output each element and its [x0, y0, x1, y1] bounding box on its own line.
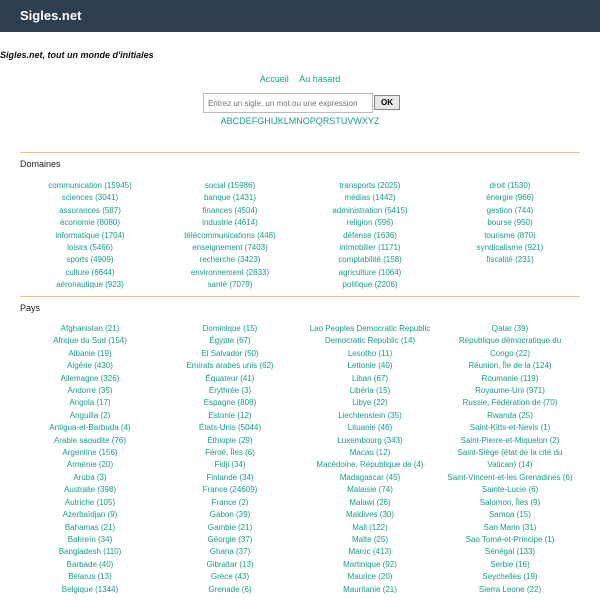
country-link[interactable]: Luxembourg (343) — [337, 435, 403, 445]
domain-link[interactable]: banque (1431) — [203, 193, 257, 203]
country-link[interactable]: Libye (22) — [352, 398, 388, 408]
country-link[interactable]: Samoa (15) — [489, 510, 531, 520]
grid-column — [300, 323, 440, 596]
countries-grid — [20, 323, 580, 596]
country-link[interactable]: Antigua-et-Barbuda (4) — [49, 423, 131, 433]
domain-link[interactable]: religion (596) — [346, 218, 394, 228]
country-link[interactable]: Mauritanie (21) — [343, 584, 397, 594]
letter-link[interactable]: A — [220, 116, 227, 126]
domain-link[interactable]: syndicalisme (921) — [476, 243, 544, 253]
country-link[interactable]: Maurice (20) — [347, 572, 393, 582]
letter-link[interactable]: Z — [373, 116, 380, 126]
country-link[interactable]: Algérie (430) — [67, 361, 113, 371]
country-link[interactable]: Fidji (34) — [214, 460, 246, 470]
domain-link[interactable]: assurances (587) — [59, 205, 121, 215]
country-link[interactable]: Emirats arabes unis (62) — [186, 361, 274, 371]
letter-link[interactable]: L — [283, 116, 289, 126]
section-divider — [20, 152, 580, 153]
country-link[interactable]: Angola (17) — [69, 398, 111, 408]
domain-link[interactable]: sports (4909) — [66, 255, 114, 265]
domain-link[interactable]: comptabilité (158) — [338, 255, 402, 265]
grid-column — [160, 180, 300, 292]
domain-link[interactable]: gestion (744) — [486, 205, 534, 215]
country-link[interactable]: Vatican) (14) — [487, 460, 533, 470]
country-link[interactable]: Liban (67) — [351, 373, 389, 383]
country-link[interactable]: Saint-Siège (état de la cité du — [457, 448, 563, 458]
country-link[interactable]: Macédoine, République de (4) — [316, 460, 424, 470]
search-input[interactable] — [203, 93, 373, 113]
letter-link[interactable]: X — [361, 116, 368, 126]
domain-link[interactable]: sciences (3041) — [61, 193, 119, 203]
domain-link[interactable]: finances (4504) — [202, 205, 258, 215]
grid-column — [440, 180, 580, 292]
domain-link[interactable]: défense (1636) — [343, 230, 397, 240]
country-link[interactable]: Malaisie (74) — [347, 485, 393, 495]
country-link[interactable]: Sénégal (133) — [484, 547, 536, 557]
country-link[interactable]: Grèce (43) — [210, 572, 250, 582]
country-link[interactable]: Afghanistan (21) — [60, 324, 120, 333]
country-link[interactable]: Lituanie (46) — [347, 423, 393, 433]
country-link[interactable]: Bangladesh (110) — [58, 547, 122, 557]
country-link[interactable]: Lettonie (40) — [347, 361, 393, 371]
letter-link[interactable]: R — [322, 116, 330, 126]
domain-link[interactable]: environnement (2833) — [190, 267, 270, 277]
grid-column — [300, 180, 440, 292]
country-link[interactable]: Albanie (19) — [68, 348, 112, 358]
country-link[interactable]: Sao Tomé-et-Principe (1) — [465, 534, 555, 544]
country-link[interactable]: Lesotho (11) — [347, 348, 393, 358]
country-link[interactable]: Éthiopie (29) — [207, 435, 253, 445]
country-link[interactable]: Democratic Republic (14) — [324, 336, 416, 346]
country-link[interactable]: France (24609) — [202, 485, 258, 495]
country-link[interactable]: Anguilla (2) — [69, 410, 111, 420]
domain-link[interactable]: tourisme (870) — [484, 230, 536, 240]
grid-column — [160, 323, 300, 596]
letter-link[interactable]: P — [309, 116, 316, 126]
country-link[interactable]: Estonie (12) — [208, 410, 252, 420]
country-link[interactable]: Libéria (15) — [349, 386, 391, 396]
letter-link[interactable]: E — [245, 116, 252, 126]
country-link[interactable]: Aruba (3) — [73, 472, 107, 482]
alphabet-index — [0, 116, 600, 126]
country-link[interactable]: Afrique du Sud (154) — [53, 336, 127, 346]
country-link[interactable]: San Marin (31) — [483, 522, 537, 532]
country-link[interactable]: Qatar (39) — [491, 324, 529, 333]
grid-column — [20, 323, 160, 596]
domain-link[interactable]: social (15986) — [204, 181, 256, 190]
letter-link[interactable]: M — [288, 116, 297, 126]
countries-heading: Pays — [20, 303, 41, 313]
letter-link[interactable]: W — [353, 116, 362, 126]
letter-link[interactable]: O — [302, 116, 310, 126]
domain-link[interactable]: administration (5415) — [332, 205, 408, 215]
country-link[interactable]: États-Unis (5044) — [198, 423, 262, 433]
letter-link[interactable]: K — [277, 116, 284, 126]
letter-link[interactable]: T — [335, 116, 341, 126]
domain-link[interactable]: transports (2025) — [339, 181, 401, 190]
letter-link[interactable]: V — [347, 116, 354, 126]
country-link[interactable]: Martinique (92) — [343, 559, 397, 569]
country-link[interactable]: Dominique (15) — [202, 324, 258, 333]
domain-link[interactable]: loisirs (5466) — [67, 243, 113, 253]
country-link[interactable]: El Salvador (50) — [201, 348, 259, 358]
country-link[interactable]: Roumanie (119) — [481, 373, 539, 383]
domains-grid — [20, 180, 580, 292]
country-link[interactable]: Australie (398) — [63, 485, 117, 495]
nav-home-link[interactable]: Accueil — [259, 74, 289, 84]
country-link[interactable]: Royaume-Uni (971) — [475, 386, 545, 396]
domain-link[interactable]: politique (2206) — [342, 280, 398, 290]
domain-link[interactable]: télécommunications (448) — [184, 230, 276, 240]
domain-link[interactable]: énergie (966) — [486, 193, 534, 203]
section-divider — [20, 296, 580, 297]
country-link[interactable]: Congo (22) — [489, 348, 531, 358]
country-link[interactable]: Bélarus (13) — [68, 572, 112, 582]
grid-column — [440, 323, 580, 596]
country-link[interactable]: Maroc (413) — [348, 547, 392, 557]
country-link[interactable]: Azerbaïdjan (9) — [62, 510, 118, 520]
country-link[interactable]: Égypte (67) — [209, 336, 251, 346]
letter-link[interactable]: U — [340, 116, 348, 126]
country-link[interactable]: Lao Peoples Democratic Republic — [309, 324, 431, 333]
domain-link[interactable]: aéronautique (923) — [56, 280, 124, 290]
country-link[interactable]: Arabie saoudite (76) — [53, 435, 127, 445]
country-link[interactable]: Malte (25) — [351, 534, 388, 544]
country-link[interactable]: Sainte-Lucie (6) — [481, 485, 539, 495]
domain-link[interactable]: droit (1530) — [489, 181, 531, 190]
domains-heading: Domaines — [20, 159, 61, 169]
country-link[interactable]: Gabon (39) — [209, 510, 251, 520]
country-link[interactable]: Malawi (26) — [349, 497, 391, 507]
country-link[interactable]: Saint-Kitts-et-Nevis (1) — [469, 423, 551, 433]
site-tagline: Sigles.net, tout un monde d'initiales — [0, 50, 154, 60]
domain-link[interactable]: santé (7079) — [207, 280, 253, 290]
country-link[interactable]: Gambie (21) — [207, 522, 253, 532]
letter-link[interactable]: F — [251, 116, 258, 126]
nav-random-link[interactable]: Au hasard — [299, 74, 341, 84]
domain-link[interactable]: bourse (950) — [487, 218, 533, 228]
search-submit-button[interactable]: OK — [374, 95, 400, 110]
country-link[interactable]: Finlande (34) — [206, 472, 254, 482]
country-link[interactable]: Serbie (16) — [490, 559, 530, 569]
country-link[interactable]: Barbade (40) — [66, 559, 114, 569]
country-link[interactable]: Maldives (30) — [345, 510, 394, 520]
country-link[interactable]: Argentine (156) — [62, 448, 118, 458]
letter-link[interactable]: J — [273, 116, 278, 126]
domain-link[interactable]: économie (8080) — [59, 218, 121, 228]
country-link[interactable]: Salomon, Îles (9) — [479, 497, 541, 507]
domain-link[interactable]: enseignement (7403) — [192, 243, 268, 253]
country-link[interactable]: Sierra Leone (22) — [478, 584, 542, 594]
letter-link[interactable]: N — [296, 116, 303, 126]
country-link[interactable]: Andorre (35) — [67, 386, 113, 396]
domain-link[interactable]: recherche (3423) — [199, 255, 261, 265]
domain-link[interactable]: communication (15945) — [48, 181, 132, 190]
country-link[interactable]: Gibraltar (13) — [206, 559, 254, 569]
letter-link[interactable]: G — [257, 116, 265, 126]
domain-link[interactable]: agriculture (1064) — [338, 267, 402, 277]
country-link[interactable]: Allemagne (326) — [60, 373, 120, 383]
main-nav — [0, 74, 600, 84]
domain-link[interactable]: immobilier (1171) — [339, 243, 401, 253]
letter-link[interactable]: Y — [367, 116, 374, 126]
country-link[interactable]: Bahamas (21) — [64, 522, 116, 532]
country-link[interactable]: Érythrée (3) — [208, 386, 252, 396]
domain-link[interactable]: industrie (4614) — [202, 218, 258, 228]
letter-link[interactable]: Q — [315, 116, 323, 126]
country-link[interactable]: Ghana (37) — [209, 547, 251, 557]
country-link[interactable]: Arménie (20) — [66, 460, 114, 470]
country-link[interactable]: Saint-Vincent-et-les Grenadines (6) — [447, 472, 573, 482]
domain-link[interactable]: culture (6644) — [65, 267, 115, 277]
letter-link[interactable]: C — [232, 116, 240, 126]
letter-link[interactable]: S — [329, 116, 336, 126]
country-link[interactable]: Seychelles (19) — [482, 572, 538, 582]
country-link[interactable]: Grenade (6) — [208, 584, 252, 594]
country-link[interactable]: Autriche (105) — [64, 497, 116, 507]
letter-link[interactable]: H — [264, 116, 271, 126]
country-link[interactable]: Géorgie (37) — [207, 534, 253, 544]
country-link[interactable]: Féroé, Îles (6) — [205, 448, 255, 458]
country-link[interactable]: Liechtenstein (35) — [338, 410, 402, 420]
country-link[interactable]: Mali (122) — [352, 522, 388, 532]
brand-logo-link[interactable]: Sigles.net — [20, 8, 82, 23]
country-link[interactable]: Équateur (41) — [205, 373, 255, 383]
country-link[interactable]: Belgique (1344) — [61, 584, 119, 594]
letter-link[interactable]: I — [270, 116, 274, 126]
country-link[interactable]: France (2) — [211, 497, 249, 507]
grid-column — [20, 180, 160, 292]
country-link[interactable]: Réunion, Île de la (124) — [468, 361, 552, 371]
country-link[interactable]: Russie, Fédération de (70) — [462, 398, 558, 408]
letter-link[interactable]: D — [239, 116, 246, 126]
country-link[interactable]: Bahreïn (34) — [67, 534, 113, 544]
domain-link[interactable]: informatique (1704) — [55, 230, 125, 240]
country-link[interactable]: Rwanda (25) — [487, 410, 533, 420]
top-navbar — [0, 0, 600, 32]
letter-link[interactable]: B — [226, 116, 233, 126]
country-link[interactable]: Espagne (808) — [203, 398, 257, 408]
country-link[interactable]: Saint-Pierre-et-Miquelon (2) — [460, 435, 560, 445]
country-link[interactable]: Macau (12) — [349, 448, 391, 458]
country-link[interactable]: République démocratique du — [458, 336, 562, 346]
domain-link[interactable]: médias (1442) — [344, 193, 396, 203]
domain-link[interactable]: fiscalité (231) — [486, 255, 534, 265]
country-link[interactable]: Madagascar (45) — [339, 472, 401, 482]
